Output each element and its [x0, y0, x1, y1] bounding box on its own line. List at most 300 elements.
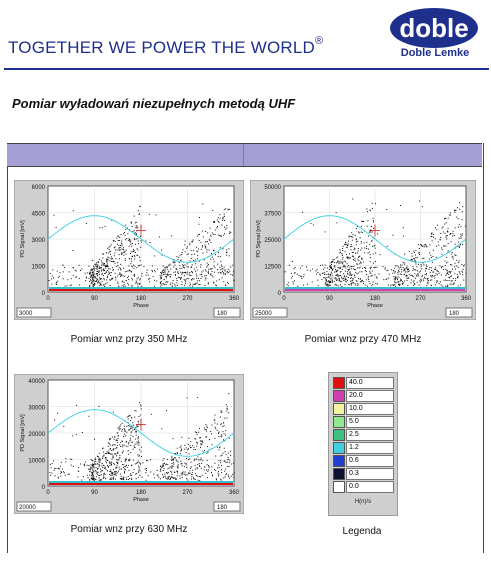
- pd-point: [182, 474, 183, 475]
- pd-point: [369, 271, 370, 272]
- pd-point: [198, 248, 199, 249]
- pd-point: [161, 284, 162, 285]
- pd-point: [442, 228, 443, 229]
- pd-point: [420, 279, 421, 280]
- pd-point: [175, 478, 176, 479]
- pd-point: [307, 284, 308, 285]
- pd-point: [97, 456, 98, 457]
- pd-point: [224, 216, 225, 217]
- pd-point: [68, 474, 69, 475]
- pd-point: [155, 214, 156, 215]
- pd-point: [353, 282, 354, 283]
- pd-point: [199, 280, 200, 281]
- pd-point: [404, 270, 405, 271]
- pd-point: [195, 439, 196, 440]
- pd-point: [356, 273, 357, 274]
- pd-point: [353, 266, 354, 267]
- pd-point: [196, 274, 197, 275]
- pd-point: [109, 449, 110, 450]
- pd-point: [113, 457, 114, 458]
- pd-point: [168, 478, 169, 479]
- pd-point: [436, 273, 437, 274]
- pd-point: [124, 472, 125, 473]
- pd-point: [347, 271, 348, 272]
- legend-swatch: [333, 468, 345, 480]
- pd-point: [342, 263, 343, 264]
- pd-point: [127, 467, 128, 468]
- x-axis-label: Phase: [367, 303, 383, 309]
- pd-point: [219, 235, 220, 236]
- pd-point: [148, 279, 149, 280]
- pd-point: [209, 239, 210, 240]
- pd-point: [128, 418, 129, 419]
- pd-point: [168, 272, 169, 273]
- pd-point: [223, 273, 224, 274]
- pd-point: [107, 276, 108, 277]
- legend-row: [333, 442, 393, 453]
- x-tick-label: 0: [282, 296, 286, 302]
- pd-point: [107, 262, 108, 263]
- pd-point: [455, 263, 456, 264]
- pd-point: [369, 232, 370, 233]
- pd-point: [119, 272, 120, 273]
- pd-point: [365, 270, 366, 271]
- pd-point: [320, 275, 321, 276]
- pd-point: [298, 275, 299, 276]
- pd-point: [460, 273, 461, 274]
- pd-point: [337, 262, 338, 263]
- pd-point: [96, 278, 97, 279]
- pd-point: [131, 222, 132, 223]
- pd-point: [113, 240, 114, 241]
- pd-point: [132, 427, 133, 428]
- pd-point: [318, 285, 319, 286]
- pd-point: [438, 245, 439, 246]
- pd-point: [317, 272, 318, 273]
- pd-point: [101, 474, 102, 475]
- pd-point: [218, 217, 219, 218]
- pd-point: [208, 273, 209, 274]
- pd-point: [182, 272, 183, 273]
- pd-point: [338, 285, 339, 286]
- pd-point: [200, 267, 201, 268]
- pd-point: [98, 265, 99, 266]
- pd-point: [228, 283, 229, 284]
- pd-point: [447, 280, 448, 281]
- pd-point: [55, 475, 56, 476]
- pd-point: [136, 435, 137, 436]
- pd-point: [164, 267, 165, 268]
- pd-point: [117, 460, 118, 461]
- pd-point: [429, 259, 430, 260]
- pd-point: [173, 477, 174, 478]
- pd-point: [93, 464, 94, 465]
- x-tick-label: 360: [228, 490, 240, 496]
- pd-point: [171, 474, 172, 475]
- pd-point: [122, 281, 123, 282]
- pd-point: [328, 285, 329, 286]
- legend-swatch: [333, 442, 345, 454]
- pd-point: [435, 275, 436, 276]
- pd-point: [358, 231, 359, 232]
- pd-point: [170, 477, 171, 478]
- pd-point: [409, 251, 410, 252]
- pd-point: [202, 245, 203, 246]
- pd-point: [51, 473, 52, 474]
- pd-point: [196, 278, 197, 279]
- pd-point: [355, 269, 356, 270]
- pd-point: [106, 261, 107, 262]
- pd-point: [342, 248, 343, 249]
- pd-point: [160, 466, 161, 467]
- pd-point: [105, 461, 106, 462]
- pd-point: [414, 273, 415, 274]
- pd-point: [331, 264, 332, 265]
- pd-point: [158, 477, 159, 478]
- pd-point: [452, 233, 453, 234]
- pd-point: [415, 255, 416, 256]
- pd-point: [140, 278, 141, 279]
- pd-point: [219, 431, 220, 432]
- pd-point: [65, 461, 66, 462]
- pd-point: [209, 439, 210, 440]
- pd-point: [365, 267, 366, 268]
- pd-point: [99, 268, 100, 269]
- pd-point: [181, 449, 182, 450]
- pd-point: [117, 276, 118, 277]
- pd-point: [124, 471, 125, 472]
- pd-point: [440, 233, 441, 234]
- pd-point: [121, 469, 122, 470]
- pd-point: [135, 252, 136, 253]
- pd-point: [390, 285, 391, 286]
- legend-value: 40.0: [346, 377, 394, 389]
- pd-point: [185, 281, 186, 282]
- pd-point: [92, 274, 93, 275]
- pd-point: [340, 281, 341, 282]
- pd-point: [180, 447, 181, 448]
- pd-point: [398, 274, 399, 275]
- pd-point: [90, 280, 91, 281]
- pd-point: [415, 263, 416, 264]
- pd-point: [106, 259, 107, 260]
- pd-point: [350, 281, 351, 282]
- pd-point: [79, 265, 80, 266]
- pd-point: [138, 210, 139, 211]
- pd-point: [125, 229, 126, 230]
- pd-point: [403, 270, 404, 271]
- pd-point: [133, 425, 134, 426]
- pd-point: [413, 268, 414, 269]
- pd-point: [136, 225, 137, 226]
- pd-point: [342, 269, 343, 270]
- pd-point: [164, 458, 165, 459]
- pd-point: [64, 472, 65, 473]
- pd-point: [121, 431, 122, 432]
- pd-point: [455, 244, 456, 245]
- pd-point: [228, 476, 229, 477]
- pd-point: [168, 472, 169, 473]
- pd-point: [350, 246, 351, 247]
- pd-point: [138, 445, 139, 446]
- pd-point: [131, 478, 132, 479]
- pd-point: [191, 476, 192, 477]
- pd-point: [125, 258, 126, 259]
- pd-point: [117, 283, 118, 284]
- pd-point: [135, 463, 136, 464]
- table-header-row: [7, 143, 482, 167]
- pd-point: [442, 266, 443, 267]
- pd-point: [386, 270, 387, 271]
- count-box-value: 180: [449, 311, 460, 317]
- pd-point: [116, 266, 117, 267]
- pd-point: [99, 453, 100, 454]
- pd-point: [396, 282, 397, 283]
- pd-point: [162, 474, 163, 475]
- pd-point: [224, 214, 225, 215]
- pd-point: [368, 276, 369, 277]
- pd-point: [136, 255, 137, 256]
- pd-point: [221, 472, 222, 473]
- pd-point: [415, 270, 416, 271]
- pd-point: [110, 478, 111, 479]
- pd-point: [210, 228, 211, 229]
- pd-point: [328, 277, 329, 278]
- pd-point: [229, 255, 230, 256]
- pd-point: [121, 476, 122, 477]
- pd-point: [226, 255, 227, 256]
- pd-point: [87, 475, 88, 476]
- pd-legend: [328, 372, 398, 516]
- pd-point: [131, 221, 132, 222]
- pd-point: [200, 476, 201, 477]
- pd-point: [351, 283, 352, 284]
- pd-point: [60, 471, 61, 472]
- pd-point: [344, 276, 345, 277]
- pd-point: [217, 447, 218, 448]
- pd-point: [368, 236, 369, 237]
- pd-point: [397, 272, 398, 273]
- pd-point: [52, 275, 53, 276]
- pd-point: [339, 280, 340, 281]
- pd-point: [209, 250, 210, 251]
- pd-point: [195, 465, 196, 466]
- pd-point: [222, 268, 223, 269]
- pd-point: [186, 447, 187, 448]
- pd-point: [90, 270, 91, 271]
- pd-point: [452, 235, 453, 236]
- pd-point: [228, 393, 229, 394]
- pd-point: [370, 268, 371, 269]
- pd-point: [431, 270, 432, 271]
- pd-point: [206, 431, 207, 432]
- pd-point: [124, 282, 125, 283]
- pd-point: [94, 285, 95, 286]
- pd-point: [199, 217, 200, 218]
- pd-point: [119, 444, 120, 445]
- pd-point: [364, 242, 365, 243]
- pd-point: [215, 456, 216, 457]
- pd-point: [346, 247, 347, 248]
- pd-point: [101, 267, 102, 268]
- pd-point: [453, 284, 454, 285]
- pd-point: [102, 456, 103, 457]
- pd-point: [165, 282, 166, 283]
- pd-point: [91, 275, 92, 276]
- pd-point: [201, 444, 202, 445]
- pd-point: [123, 451, 124, 452]
- pd-point: [210, 259, 211, 260]
- pd-point: [119, 427, 120, 428]
- pd-point: [114, 464, 115, 465]
- pd-point: [300, 268, 301, 269]
- pd-point: [128, 425, 129, 426]
- pd-point: [103, 269, 104, 270]
- pd-point: [340, 271, 341, 272]
- pd-point: [177, 452, 178, 453]
- pd-point: [350, 271, 351, 272]
- pd-point: [454, 254, 455, 255]
- pd-point: [177, 271, 178, 272]
- pd-point: [184, 463, 185, 464]
- pd-point: [60, 466, 61, 467]
- pd-point: [76, 434, 77, 435]
- pd-point: [150, 471, 151, 472]
- pd-point: [337, 274, 338, 275]
- pd-point: [446, 273, 447, 274]
- pd-point: [212, 277, 213, 278]
- pd-point: [230, 266, 231, 267]
- pd-point: [197, 464, 198, 465]
- pd-point: [105, 453, 106, 454]
- pd-point: [418, 275, 419, 276]
- pd-point: [103, 477, 104, 478]
- pd-point: [96, 476, 97, 477]
- pd-point: [97, 463, 98, 464]
- pd-point: [343, 265, 344, 266]
- pd-point: [115, 263, 116, 264]
- pd-point: [205, 279, 206, 280]
- pd-point: [188, 473, 189, 474]
- pd-point: [425, 274, 426, 275]
- pd-point: [50, 464, 51, 465]
- pd-point: [361, 259, 362, 260]
- pd-point: [136, 267, 137, 268]
- pd-point: [232, 265, 233, 266]
- pd-point: [94, 277, 95, 278]
- pd-point: [118, 471, 119, 472]
- pd-point: [443, 231, 444, 232]
- pd-point: [459, 224, 460, 225]
- table-header-divider: [243, 144, 244, 166]
- pd-point: [413, 285, 414, 286]
- pd-point: [231, 476, 232, 477]
- pd-point: [105, 266, 106, 267]
- pd-point: [431, 277, 432, 278]
- pd-point: [117, 442, 118, 443]
- pd-point: [439, 283, 440, 284]
- pd-point: [130, 445, 131, 446]
- pd-point: [377, 278, 378, 279]
- pd-point: [399, 285, 400, 286]
- pd-point: [360, 278, 361, 279]
- pd-point: [223, 281, 224, 282]
- pd-point: [145, 275, 146, 276]
- pd-point: [450, 264, 451, 265]
- pd-point: [166, 281, 167, 282]
- pd-point: [185, 474, 186, 475]
- pd-point: [60, 473, 61, 474]
- pd-point: [95, 459, 96, 460]
- pd-point: [134, 238, 135, 239]
- pd-point: [352, 199, 353, 200]
- legend-swatch: [333, 416, 345, 428]
- pd-point: [208, 269, 209, 270]
- pd-point: [439, 265, 440, 266]
- pd-point: [382, 266, 383, 267]
- pd-point: [166, 276, 167, 277]
- pd-point: [200, 242, 201, 243]
- pd-point: [465, 226, 466, 227]
- pd-point: [129, 265, 130, 266]
- pd-point: [328, 280, 329, 281]
- pd-point: [450, 272, 451, 273]
- pd-point: [206, 252, 207, 253]
- pd-point: [120, 245, 121, 246]
- pd-point: [218, 464, 219, 465]
- pd-point: [410, 275, 411, 276]
- pd-point: [109, 279, 110, 280]
- pd-point: [460, 238, 461, 239]
- x-tick-label: 180: [369, 296, 381, 302]
- pd-point: [89, 273, 90, 274]
- pd-point: [137, 283, 138, 284]
- pd-point: [146, 272, 147, 273]
- pd-point: [185, 241, 186, 242]
- pd-point: [215, 428, 216, 429]
- pd-point: [204, 450, 205, 451]
- pd-point: [455, 210, 456, 211]
- pd-point: [99, 271, 100, 272]
- pd-point: [423, 280, 424, 281]
- pd-point: [288, 285, 289, 286]
- pd-point: [350, 273, 351, 274]
- pd-point: [181, 268, 182, 269]
- pd-point: [372, 203, 373, 204]
- x-tick-label: 270: [182, 296, 193, 302]
- pd-point: [138, 471, 139, 472]
- pd-point: [92, 279, 93, 280]
- pd-point: [441, 247, 442, 248]
- pd-point: [141, 241, 142, 242]
- pd-point: [123, 467, 124, 468]
- pd-point: [224, 451, 225, 452]
- pd-point: [217, 264, 218, 265]
- pd-point: [345, 281, 346, 282]
- pd-point: [352, 280, 353, 281]
- pd-point: [374, 246, 375, 247]
- pd-point: [127, 416, 128, 417]
- pd-point: [100, 283, 101, 284]
- pd-point: [375, 203, 376, 204]
- pd-point: [99, 406, 100, 407]
- pd-point: [182, 264, 183, 265]
- pd-point: [404, 262, 405, 263]
- pd-point: [414, 259, 415, 260]
- pd-point: [131, 246, 132, 247]
- pd-point: [99, 462, 100, 463]
- pd-point: [462, 272, 463, 273]
